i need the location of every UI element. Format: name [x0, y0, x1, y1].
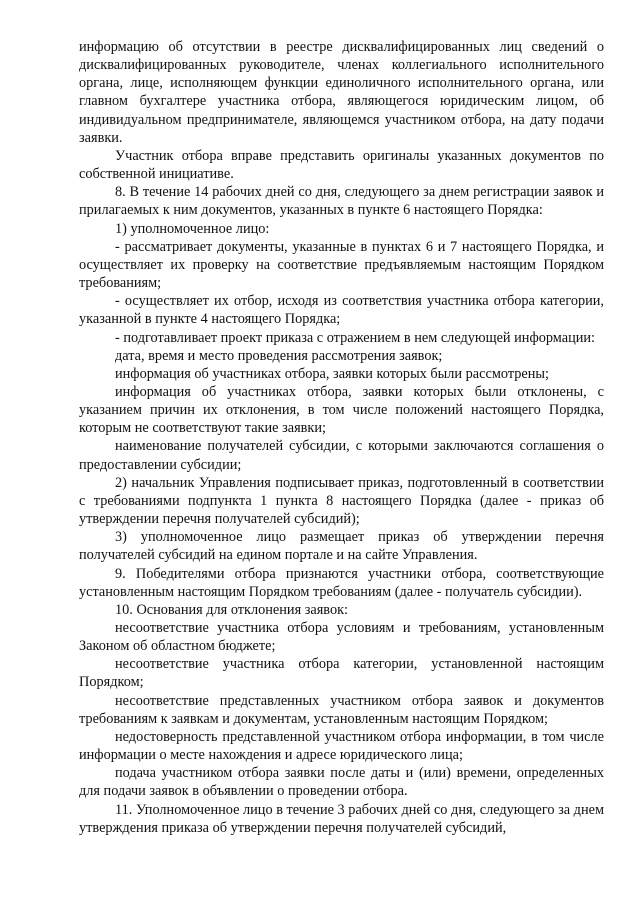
paragraph: дата, время и место проведения рассмотрения заявок; [115, 347, 443, 364]
paragraph: - рассматривает документы, указанные в пунктах 6 и 7 настоящего Порядка, и осуществляет их проверку на соответствие предъявляемым настоящим Порядком требованиям; [79, 238, 604, 292]
paragraph: подача участником отбора заявки после даты и (или) времени, определенных для подачи заявок в объявлении о проведении отбора. [79, 765, 604, 800]
paragraph: несоответствие представленных участником отбора заявок и документов требованиям к заявкам и документам, установленным настоящим Порядком; [79, 692, 604, 727]
paragraph: недостоверность представленной участником отбора информации, в том числе информации о месте нахождения и адресе юридического лица; [79, 728, 604, 764]
paragraph: - осуществляет их отбор, исходя из соответствия участника отбора категории, указанной в пункте 4 настоящего Порядка; [79, 293, 604, 328]
paragraph: информацию об отсутствии в реестре дисквалифицированных лиц сведений о дисквалифицированных руководителе, членах коллегиального исполнительного органа, лице, исполняющем функции единоличного исполнительного органа, или главном бухгалтере участника отбора, являющегося юридическим лицом, об индивидуальном предпринимателе, являющемся участником отбора, на дату подачи заявки. [79, 39, 604, 146]
paragraph: информация об участниках отбора, заявки которых были отклонены, с указанием причин их отклонения, в том числе положений настоящего Порядка, которым не соответствуют такие заявки; [79, 383, 604, 437]
paragraph: 1) уполномоченное лицо: [115, 220, 270, 237]
paragraph: 11. Уполномоченное лицо в течение 3 рабочих дней со дня, следующего за днем утверждения приказа об утверждении перечня получателей субсидий, [79, 801, 604, 836]
paragraph: Участник отбора вправе представить оригиналы указанных документов по собственной инициативе. [79, 147, 604, 183]
paragraph: 9. Победителями отбора признаются участники отбора, соответствующие установленным настоящим Порядком требованиям (далее - получатель субсидии). [79, 565, 604, 600]
paragraph: 2) начальник Управления подписывает приказ, подготовленный в соответствии с требованиями подпункта 1 пункта 8 настоящего Порядка (далее - приказ об утверждении перечня получателей субсидий); [79, 474, 604, 528]
paragraph: 3) уполномоченное лицо размещает приказ об утверждении перечня получателей субсидий на едином портале и на сайте Управления. [79, 529, 604, 564]
paragraph: информация об участниках отбора, заявки которых были рассмотрены; [115, 365, 549, 382]
paragraph: 10. Основания для отклонения заявок: [115, 601, 349, 618]
paragraph: несоответствие участника отбора категории, установленной настоящим Порядком; [79, 656, 604, 691]
paragraph: наименование получателей субсидии, с которыми заключаются соглашения о предоставлении субсидии; [79, 438, 604, 473]
paragraph: несоответствие участника отбора условиям и требованиям, установленным Законом об областном бюджете; [79, 620, 604, 655]
paragraph: - подготавливает проект приказа с отражением в нем следующей информации: [115, 329, 596, 346]
paragraph: 8. В течение 14 рабочих дней со дня, следующего за днем регистрации заявок и прилагаемых к ним документов, указанных в пункте 6 настоящего Порядка: [79, 184, 604, 219]
